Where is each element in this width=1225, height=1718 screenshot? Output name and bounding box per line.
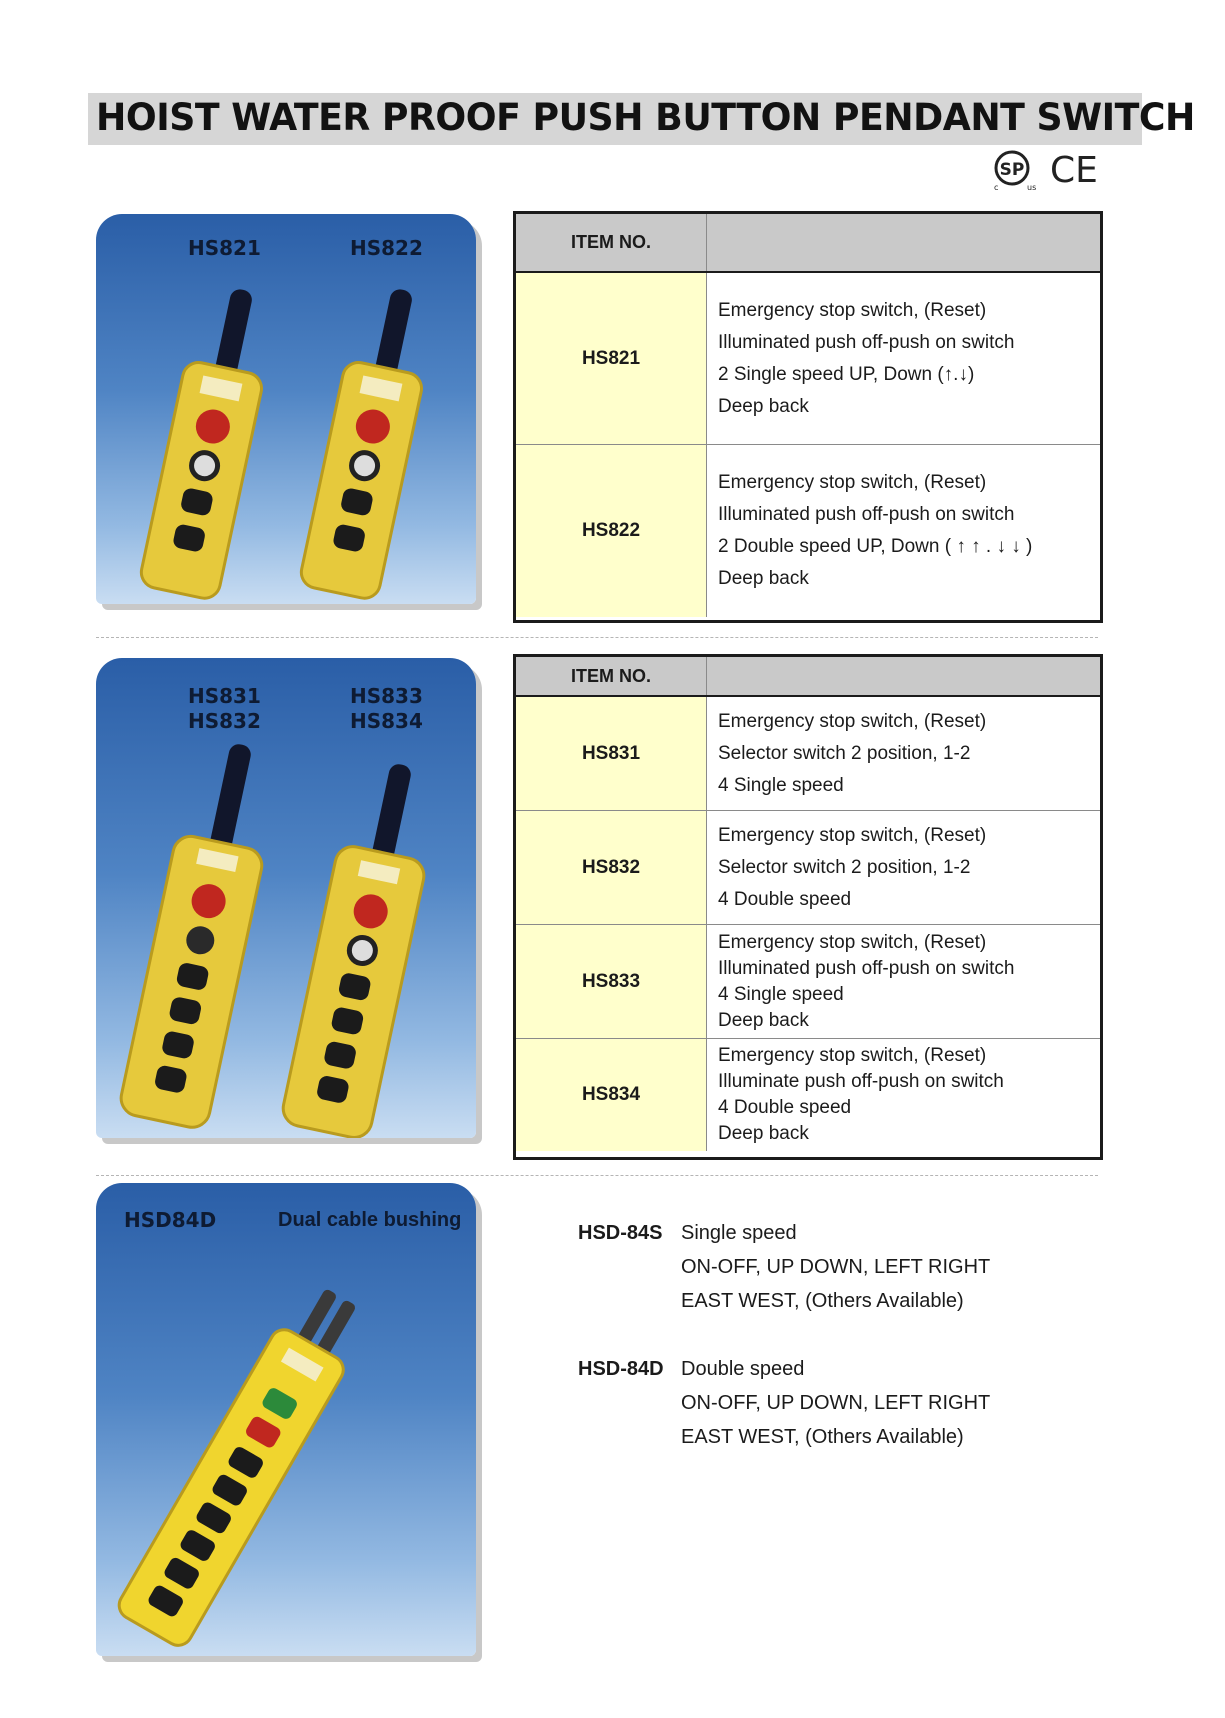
item-description bbox=[706, 445, 1100, 617]
svg-text:us: us bbox=[1027, 183, 1037, 192]
description-line: Single speed bbox=[681, 1222, 797, 1244]
description-line: 4 Single speed bbox=[718, 774, 844, 796]
item-code: HS832 bbox=[516, 811, 706, 924]
description-line: Deep back bbox=[718, 1123, 809, 1144]
description-line: Emergency stop switch, (Reset) bbox=[718, 299, 987, 321]
description-line: 2 Double speed UP, Down ( ↑ ↑ . ↓ ↓ ) bbox=[718, 536, 1033, 557]
description-line: ON-OFF, UP DOWN, LEFT RIGHT bbox=[681, 1392, 991, 1414]
item-code: HS822 bbox=[516, 445, 706, 617]
csa-logo-icon bbox=[994, 152, 1036, 192]
header-description bbox=[706, 214, 1100, 271]
spec-table-2 bbox=[513, 654, 1103, 1160]
item-description bbox=[706, 811, 1100, 924]
description-line: Illuminated push off-push on switch bbox=[718, 504, 1015, 525]
description-line: Emergency stop switch, (Reset) bbox=[718, 1045, 987, 1066]
certification-marks bbox=[990, 148, 1105, 192]
description-line: Deep back bbox=[718, 395, 809, 417]
item-code: HS834 bbox=[516, 1039, 706, 1151]
item-code: HSD-84D bbox=[578, 1358, 664, 1380]
description-line: Emergency stop switch, (Reset) bbox=[718, 824, 987, 846]
table-header bbox=[516, 657, 1100, 697]
section-divider bbox=[96, 637, 1098, 638]
description-line: Emergency stop switch, (Reset) bbox=[718, 931, 987, 953]
description-line: 4 Double speed bbox=[718, 888, 852, 910]
description-line: Double speed bbox=[681, 1358, 805, 1380]
table-row bbox=[516, 445, 1100, 617]
description-line: Illuminated push off-push on switch bbox=[718, 331, 1015, 353]
pendant-image bbox=[96, 214, 476, 604]
photo-label-hs834: HS834 bbox=[350, 709, 423, 733]
pendant-image bbox=[96, 1183, 476, 1656]
header-item-no: ITEM NO. bbox=[571, 665, 651, 686]
item-description bbox=[681, 1352, 990, 1454]
photo-label-hs832: HS832 bbox=[188, 709, 261, 733]
spec-table-1 bbox=[513, 211, 1103, 623]
item-description bbox=[706, 697, 1100, 810]
photo-label-hs822: HS822 bbox=[350, 236, 423, 260]
photo-label-hs831: HS831 bbox=[188, 684, 261, 708]
table-header bbox=[516, 214, 1100, 273]
table-row bbox=[516, 811, 1100, 925]
item-code: HS821 bbox=[516, 273, 706, 444]
hsd-84d-spec bbox=[578, 1352, 1078, 1462]
svg-text:SP: SP bbox=[999, 160, 1025, 180]
photo-label-hs821: HS821 bbox=[188, 236, 261, 260]
table-row bbox=[516, 1039, 1100, 1151]
table-row bbox=[516, 697, 1100, 811]
description-line: Deep back bbox=[718, 1009, 809, 1031]
photo-label-dual-cable: Dual cable bushing bbox=[278, 1209, 462, 1231]
item-code: HSD-84S bbox=[578, 1222, 663, 1244]
description-line: Deep back bbox=[718, 568, 809, 589]
hsd-84s-spec bbox=[578, 1216, 1078, 1326]
description-line: Selector switch 2 position, 1-2 bbox=[718, 742, 971, 764]
description-line: Illuminated push off-push on switch bbox=[718, 957, 1015, 979]
photo-label-hs833: HS833 bbox=[350, 684, 423, 708]
product-photo-hs831-hs834 bbox=[96, 658, 476, 1138]
photo-label-hsd84d: HSD84D bbox=[124, 1208, 217, 1232]
table-row bbox=[516, 925, 1100, 1039]
table-row bbox=[516, 273, 1100, 445]
svg-text:CE: CE bbox=[1050, 150, 1098, 191]
title-bar bbox=[88, 93, 1195, 145]
description-line: Selector switch 2 position, 1-2 bbox=[718, 856, 971, 878]
item-description bbox=[681, 1216, 990, 1318]
description-line: 4 Double speed bbox=[718, 1097, 852, 1118]
item-description bbox=[706, 273, 1100, 444]
description-line: 4 Single speed bbox=[718, 983, 844, 1005]
item-code: HS831 bbox=[516, 697, 706, 810]
section-divider bbox=[96, 1175, 1098, 1176]
header-item-no: ITEM NO. bbox=[571, 232, 651, 252]
item-code: HS833 bbox=[516, 925, 706, 1038]
ce-mark-icon bbox=[1050, 150, 1098, 191]
description-line: ON-OFF, UP DOWN, LEFT RIGHT bbox=[681, 1256, 991, 1278]
product-photo-hsd84d bbox=[96, 1183, 476, 1656]
description-line: Emergency stop switch, (Reset) bbox=[718, 710, 987, 732]
description-line: EAST WEST, (Others Available) bbox=[681, 1426, 964, 1448]
description-line: EAST WEST, (Others Available) bbox=[681, 1290, 964, 1312]
product-photo-hs821-hs822 bbox=[96, 214, 476, 604]
description-line: Illuminate push off-push on switch bbox=[718, 1071, 1004, 1092]
item-description bbox=[706, 1039, 1100, 1151]
page-title: HOIST WATER PROOF PUSH BUTTON PENDANT SWITCH bbox=[96, 96, 1195, 139]
header-description bbox=[706, 657, 1100, 695]
svg-text:c: c bbox=[994, 183, 999, 192]
description-line: Emergency stop switch, (Reset) bbox=[718, 472, 987, 493]
item-description bbox=[706, 925, 1100, 1038]
description-line: 2 Single speed UP, Down (↑.↓) bbox=[718, 363, 975, 385]
